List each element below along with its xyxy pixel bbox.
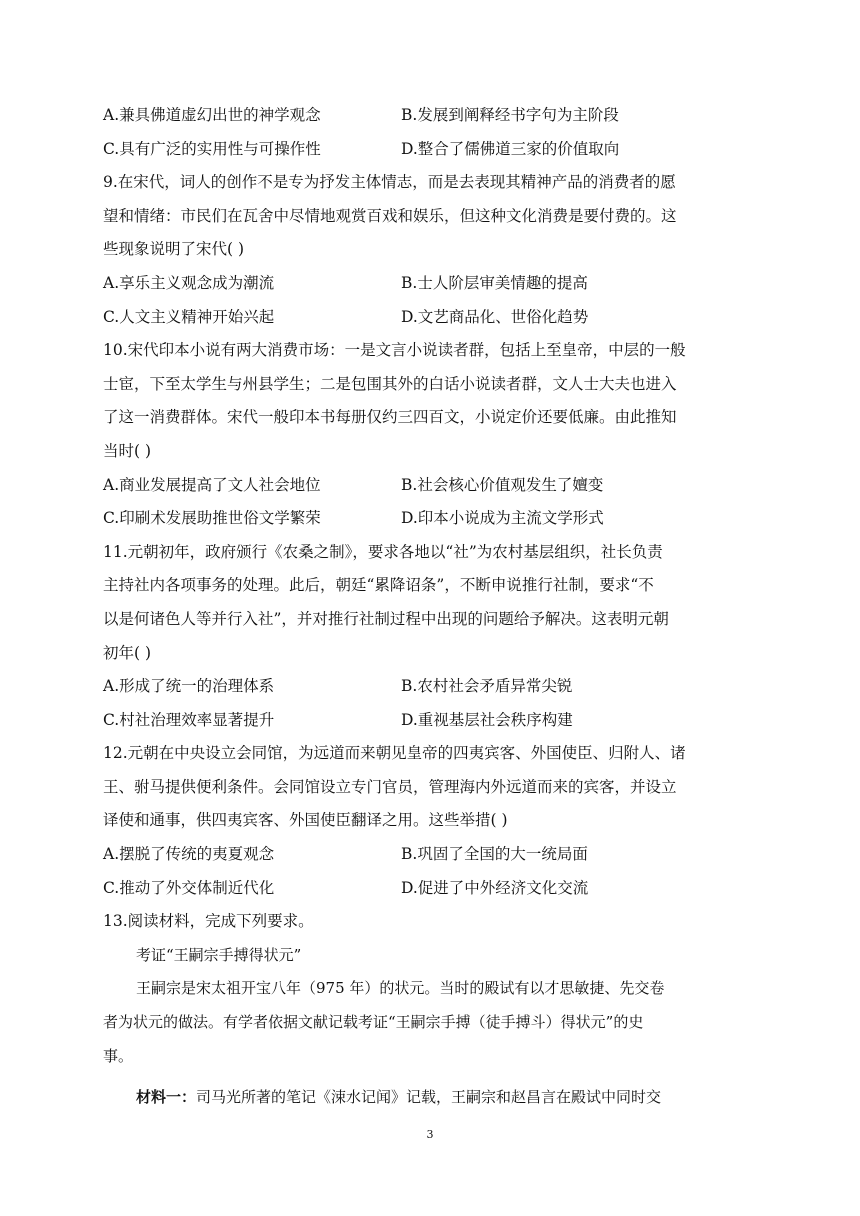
q9-option-a: A.享乐主义观念成为潮流 (103, 273, 275, 292)
page-number: 3 (426, 1128, 434, 1141)
q13-material-one (103, 1081, 773, 1115)
q10-options-row-1 (103, 469, 773, 503)
q10-option-a: A.商业发展提高了文人社会地位 (103, 475, 321, 494)
page-content (103, 99, 773, 1115)
q11-options-row-1 (103, 670, 773, 704)
q11-option-b: B.农村社会矛盾异常尖锐 (401, 677, 573, 696)
q11-stem-line: 以是何诸色人等并行入社”，并对推行社制过程中出现的问题给予解决。这表明元朝 (103, 609, 669, 628)
q12-options-row-2 (103, 872, 773, 906)
q8-option-d: D.整合了儒佛道三家的价值取向 (401, 139, 620, 158)
q8-options-row-1 (103, 99, 773, 133)
q8-option-c: C.具有广泛的实用性与可操作性 (103, 139, 321, 158)
q11-option-a: A.形成了统一的治理体系 (103, 677, 275, 696)
q9-stem-line: 些现象说明了宋代( ) (103, 240, 245, 259)
q12-option-c: C.推动了外交体制近代化 (103, 878, 275, 897)
q10-stem-line: 了这一消费群体。宋代一般印本书每册仅约三四百文，小说定价还要低廉。由此推知 (103, 408, 677, 427)
q11-option-d: D.重视基层社会秩序构建 (401, 710, 573, 729)
q13-subtitle: 考证“王嗣宗手搏得状元” (136, 945, 302, 964)
q12-option-a: A.摆脱了传统的夷夏观念 (103, 845, 275, 864)
q11-stem-line: 主持社内各项事务的处理。此后，朝廷“累降诏条”，不断申说推行社制，要求“不 (103, 576, 654, 595)
q11-options-row-2 (103, 704, 773, 738)
q12-stem-line: 王、驸马提供便利条件。会同馆设立专门官员，管理海内外远道而来的宾客，并设立 (103, 777, 677, 796)
q12-option-d: D.促进了中外经济文化交流 (401, 878, 589, 897)
q10-stem-line: 当时( ) (103, 441, 152, 460)
q10-stem-line: 10.宋代印本小说有两大消费市场：一是文言小说读者群，包括上至皇帝，中层的一般 (103, 341, 686, 360)
q9-option-b: B.士人阶层审美情趣的提高 (401, 273, 588, 292)
q10-option-b: B.社会核心价值观发生了嬗变 (401, 475, 604, 494)
q12-options-row-1 (103, 838, 773, 872)
q9-options-row-2 (103, 301, 773, 335)
material-text: 司马光所著的笔记《涑水记闻》记载，王嗣宗和赵昌言在殿试中同时交 (196, 1088, 662, 1107)
q13-intro: 13.阅读材料，完成下列要求。 (103, 912, 314, 931)
q11-stem-line: 初年( ) (103, 643, 152, 662)
q12-option-b: B.巩固了全国的大一统局面 (401, 845, 588, 864)
q9-option-d: D.文艺商品化、世俗化趋势 (401, 307, 589, 326)
q8-option-a: A.兼具佛道虚幻出世的神学观念 (103, 106, 321, 124)
q13-paragraph-line: 事。 (103, 1046, 134, 1065)
q9-stem-line: 9.在宋代，词人的创作不是专为抒发主体情志，而是去表现其精神产品的消费者的愿 (103, 173, 676, 192)
q10-option-d: D.印本小说成为主流文学形式 (401, 509, 604, 528)
q8-options-row-2 (103, 133, 773, 167)
q9-option-c: C.人文主义精神开始兴起 (103, 307, 275, 326)
q13-paragraph-line: 王嗣宗是宋太祖开宝八年（975 年）的状元。当时的殿试有以才思敏捷、先交卷 (136, 979, 665, 998)
q10-option-c: C.印刷术发展助推世俗文学繁荣 (103, 509, 321, 528)
q8-option-b: B.发展到阐释经书字句为主阶段 (401, 106, 619, 124)
q11-option-c: C.村社治理效率显著提升 (103, 710, 275, 729)
q12-stem-line: 12.元朝在中央设立会同馆，为远道而来朝见皇帝的四夷宾客、外国使臣、归附人、诸 (103, 744, 686, 763)
q9-options-row-1 (103, 267, 773, 301)
q10-options-row-2 (103, 502, 773, 536)
q10-stem-line: 士宦，下至太学生与州县学生；二是包围其外的白话小说读者群，文人士大夫也进入 (103, 374, 677, 393)
q9-stem-line: 望和情绪：市民们在瓦舍中尽情地观赏百戏和娱乐，但这种文化消费是要付费的。这 (103, 206, 677, 225)
q12-stem-line: 译使和通事，供四夷宾客、外国使臣翻译之用。这些举措( ) (103, 811, 508, 830)
material-label: 材料一： (136, 1088, 197, 1107)
q13-paragraph-line: 者为状元的做法。有学者依据文献记载考证“王嗣宗手搏（徒手搏斗）得状元”的史 (103, 1013, 644, 1032)
q11-stem-line: 11.元朝初年，政府颁行《农桑之制》，要求各地以“社”为农村基层组织，社长负责 (103, 542, 663, 561)
